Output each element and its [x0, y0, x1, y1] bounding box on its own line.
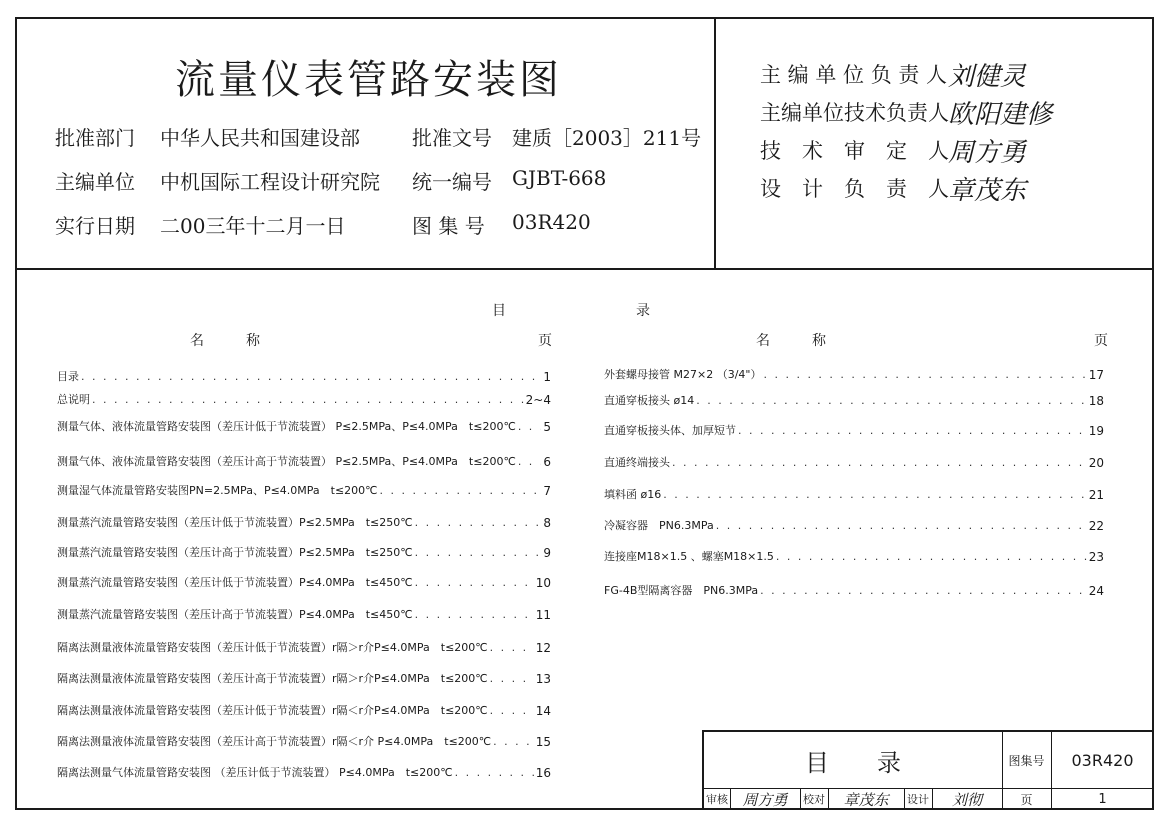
toc-left-name-header: 名 称: [190, 333, 260, 349]
toc-entry: [57, 735, 551, 749]
leader-dots: [415, 608, 534, 622]
toc-entry-page: 23: [1088, 550, 1104, 564]
toc-entry-name: 隔离法测量气体流量管路安装图 （差压计低于节流装置） P≤4.0MPa t≤200℃: [57, 766, 453, 779]
toc-entry-name: 直通穿板接头体、加厚短节: [604, 424, 736, 437]
toc-entry: [604, 550, 1104, 564]
toc-entry: [57, 484, 551, 498]
approval-dept-label: 批准部门: [55, 126, 135, 150]
signature: 刘健灵: [948, 61, 1027, 92]
toc-entry: [57, 608, 551, 622]
toc-entry-name: 连接座M18×1.5 、螺塞M18×1.5: [604, 550, 774, 563]
title-block: [702, 730, 1154, 810]
toc-entry-name: 测量蒸汽流量管路安装图（差压计低于节流装置）P≤2.5MPa t≤250℃: [57, 516, 413, 529]
leader-dots: [415, 516, 542, 530]
leader-dots: [696, 394, 1086, 408]
toc-entry: [57, 546, 551, 560]
toc-entry: [57, 704, 551, 718]
toc-entry-page: 7: [543, 484, 551, 498]
toc-entry: [57, 672, 551, 686]
leader-dots: [380, 484, 542, 498]
check-label: 校对: [803, 793, 825, 806]
leader-dots: [455, 766, 534, 780]
effective-date-value: 二00三年十二月一日: [160, 214, 346, 238]
role-label: 技 术 审 定 人: [760, 139, 949, 163]
toc-entry-name: 直通穿板接头 ø14: [604, 394, 695, 407]
toc-entry: [57, 455, 551, 469]
design-label: 设计: [907, 793, 929, 806]
toc-entry-page: 8: [543, 516, 551, 530]
toc-entry-page: 9: [543, 546, 551, 560]
toc-entry: [604, 394, 1104, 408]
signature: 欧阳建修: [948, 99, 1053, 130]
toc-entry: [604, 584, 1104, 598]
toc-entry-page: 5: [543, 420, 551, 434]
role-row: [760, 131, 1052, 169]
leader-dots: [415, 576, 534, 590]
unified-no-label: 统一编号: [412, 170, 492, 194]
leader-dots: [716, 519, 1087, 533]
toc-entry: [57, 393, 551, 407]
toc-entry-page: 22: [1088, 519, 1104, 533]
toc-entry-name: 测量气体、液体流量管路安装图（差压计低于节流装置） P≤2.5MPa、P≤4.0MPa t≤200℃: [57, 420, 516, 433]
check-signature: 章茂东: [843, 790, 889, 809]
leader-dots: [760, 584, 1087, 598]
design-signature: 刘彻: [951, 790, 982, 809]
toc-entry: [57, 420, 551, 434]
leader-dots: [81, 370, 541, 384]
toc-entry-name: 直通终端接头: [604, 456, 670, 469]
role-label: 设 计 负 责 人: [760, 177, 949, 201]
toc-entry-page: 16: [535, 766, 551, 780]
toc-entry-page: 19: [1088, 424, 1104, 438]
unified-no-value: GJBT-668: [512, 166, 607, 190]
leader-dots: [490, 704, 534, 718]
effective-date-label: 实行日期: [55, 214, 135, 238]
leader-dots: [415, 546, 542, 560]
toc-right-page-header: 页: [1094, 333, 1108, 349]
sheet-title: 目 录: [805, 748, 901, 777]
approval-doc-label: 批准文号: [412, 126, 492, 150]
leader-dots: [493, 735, 534, 749]
atlas-no-value: 03R420: [512, 210, 591, 234]
toc-entry: [604, 519, 1104, 533]
toc-entry-page: 11: [535, 608, 551, 622]
toc-entry-page: 13: [535, 672, 551, 686]
toc-entry-page: 21: [1088, 488, 1104, 502]
toc-entry: [57, 641, 551, 655]
toc-entry-name: 总说明: [57, 393, 90, 406]
role-label: 主 编 单 位 负 责 人: [760, 63, 948, 87]
toc-entry-name: 测量气体、液体流量管路安装图（差压计高于节流装置） P≤2.5MPa、P≤4.0MPa t≤200℃: [57, 455, 516, 468]
toc-entry: [604, 424, 1104, 438]
toc-entry-name: FG-4B型隔离容器 PN6.3MPa: [604, 584, 759, 597]
leader-dots: [490, 641, 534, 655]
leader-dots: [776, 550, 1087, 564]
page-label: 页: [1020, 792, 1033, 807]
review-label: 审核: [706, 793, 728, 806]
toc-entry-page: 17: [1088, 368, 1104, 382]
toc-entry-name: 隔离法测量液体流量管路安装图（差压计高于节流装置）r隔＜r介 P≤4.0MPa t≤200℃: [57, 735, 492, 748]
leader-dots: [490, 672, 534, 686]
toc-entry-page: 24: [1088, 584, 1104, 598]
role-label: 主编单位技术负责人: [760, 101, 949, 125]
toc-entry: [57, 516, 551, 530]
approval-doc-value: 建质［2003］211号: [512, 126, 702, 150]
toc-entry-name: 测量蒸汽流量管路安装图（差压计低于节流装置）P≤4.0MPa t≤450℃: [57, 576, 413, 589]
review-signature: 周方勇: [742, 790, 788, 809]
toc-right-name-header: 名 称: [756, 333, 826, 349]
toc-entry-name: 隔离法测量液体流量管路安装图（差压计低于节流装置）r隔＜r介P≤4.0MPa t≤200℃: [57, 704, 488, 717]
toc-entry-name: 测量蒸汽流量管路安装图（差压计高于节流装置）P≤4.0MPa t≤450℃: [57, 608, 413, 621]
toc-entry-page: 6: [543, 455, 551, 469]
toc-entry-page: 18: [1088, 394, 1104, 408]
role-row: [760, 169, 1052, 207]
atlas-label: 图集号: [1008, 753, 1045, 768]
toc-entry-name: 冷凝容器 PN6.3MPa: [604, 519, 714, 532]
responsible-persons: [760, 55, 1052, 207]
atlas-no-label: 图 集 号: [412, 214, 485, 238]
leader-dots: [763, 368, 1086, 382]
toc-entry-name: 填料函 ø16: [604, 488, 662, 501]
toc-entry-page: 14: [535, 704, 551, 718]
atlas-number: 03R420: [1071, 750, 1134, 770]
editor-unit-value: 中机国际工程设计研究院: [160, 170, 380, 194]
toc-entry: [57, 766, 551, 780]
leader-dots: [518, 420, 542, 434]
toc-entry-name: 目录: [57, 370, 79, 383]
toc-entry-name: 外套螺母接管 M27×2 （3/4"）: [604, 368, 762, 381]
toc-entry-name: 隔离法测量液体流量管路安装图（差压计低于节流装置）r隔＞r介P≤4.0MPa t≤200℃: [57, 641, 488, 654]
toc-left-page-header: 页: [538, 333, 552, 349]
toc-entry-name: 测量湿气体流量管路安装图PN=2.5MPa、P≤4.0MPa t≤200℃: [57, 484, 378, 497]
header-divider: [15, 268, 1154, 270]
role-row: [760, 93, 1052, 131]
leader-dots: [738, 424, 1087, 438]
toc-entry: [57, 576, 551, 590]
atlas-title: 流量仪表管路安装图: [175, 57, 562, 103]
toc-entry-page: 2~4: [525, 393, 551, 407]
toc-entry-page: 10: [535, 576, 551, 590]
toc-entry-page: 1: [543, 370, 551, 384]
leader-dots: [518, 455, 542, 469]
signature: 周方勇: [948, 137, 1027, 168]
signature: 章茂东: [948, 175, 1027, 206]
page-number: 1: [1098, 791, 1107, 807]
toc-title-right: 录: [636, 303, 650, 319]
toc-entry: [604, 368, 1104, 382]
role-row: [760, 55, 1052, 93]
header-vertical-divider: [714, 17, 716, 269]
leader-dots: [672, 456, 1087, 470]
toc-entry-name: 测量蒸汽流量管路安装图（差压计高于节流装置）P≤2.5MPa t≤250℃: [57, 546, 413, 559]
toc-entry: [604, 488, 1104, 502]
toc-entry: [57, 370, 551, 384]
toc-entry-page: 12: [535, 641, 551, 655]
approval-dept-value: 中华人民共和国建设部: [160, 126, 360, 150]
leader-dots: [92, 393, 524, 407]
toc-title-left: 目: [492, 303, 506, 319]
toc-entry: [604, 456, 1104, 470]
toc-entry-page: 15: [535, 735, 551, 749]
toc-entry-page: 20: [1088, 456, 1104, 470]
toc-entry-name: 隔离法测量液体流量管路安装图（差压计高于节流装置）r隔＞r介P≤4.0MPa t≤200℃: [57, 672, 488, 685]
editor-unit-label: 主编单位: [55, 170, 135, 194]
leader-dots: [663, 488, 1086, 502]
